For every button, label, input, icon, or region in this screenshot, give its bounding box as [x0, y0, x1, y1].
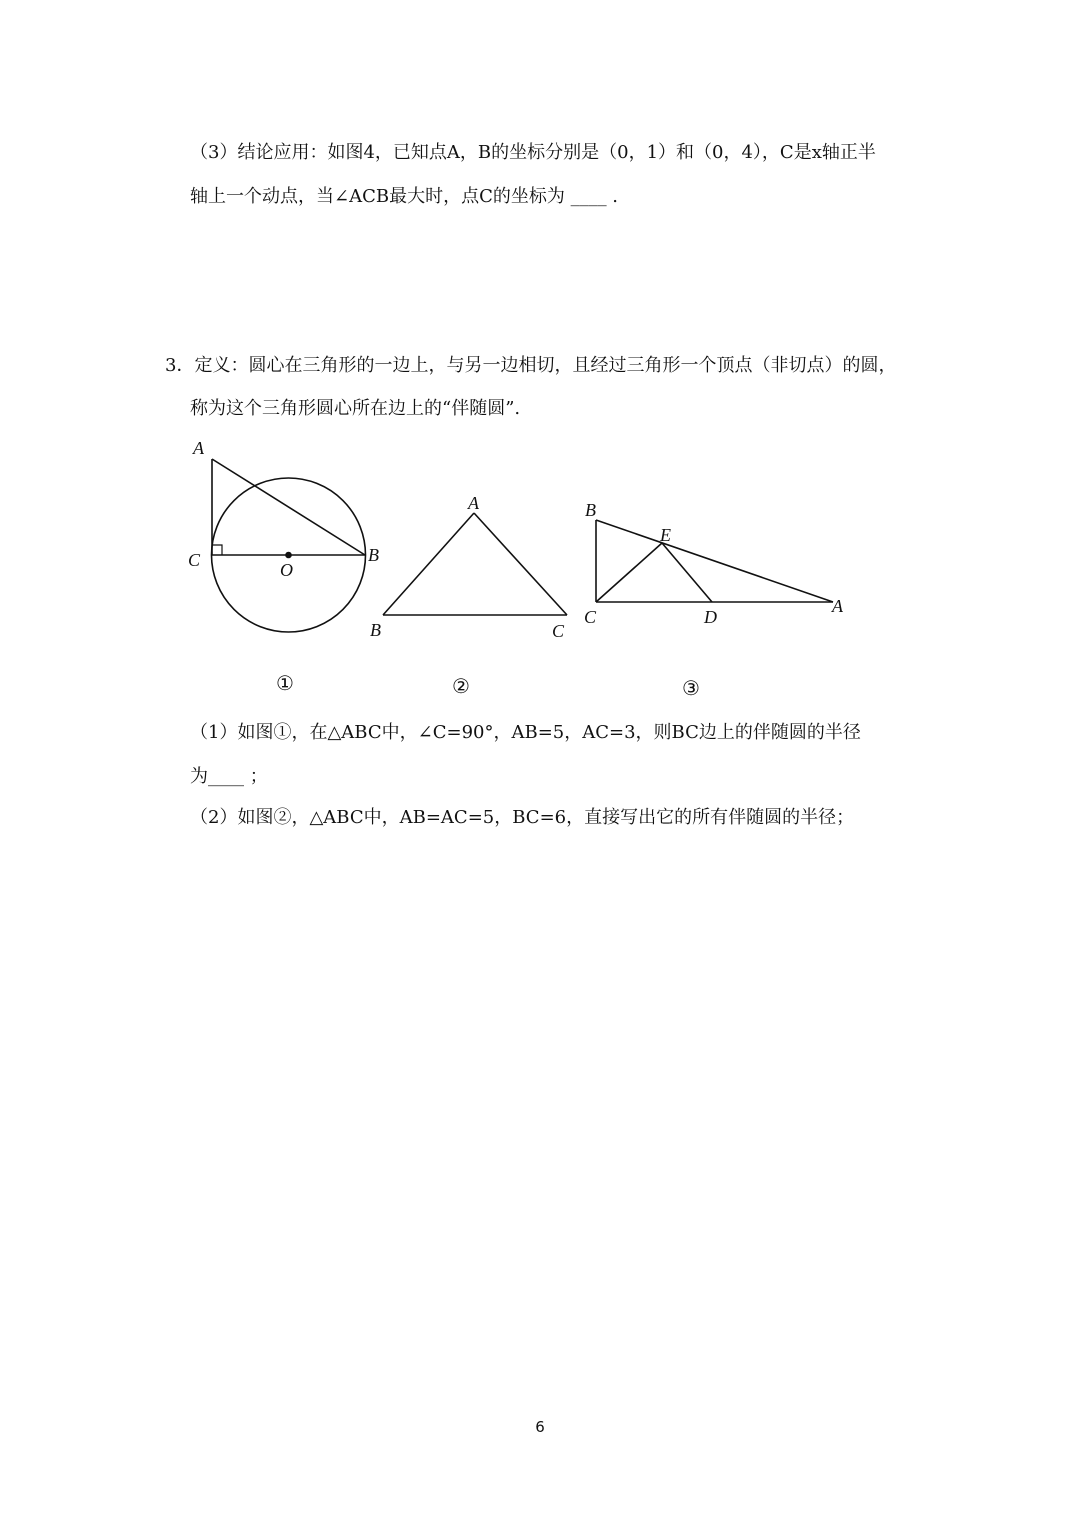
fig2-caption: ② — [452, 674, 470, 698]
part3-text-line1: （3）结论应用：如图4，已知点A，B的坐标分别是（0，1）和（0，4），C是x轴正半 — [190, 142, 876, 163]
question3-definition-line2: 称为这个三角形圆心所在边上的“伴随圆”. — [190, 398, 521, 419]
fig3-segment-CE — [596, 543, 662, 602]
fig3-label-D: D — [704, 607, 717, 627]
fig2-label-B: B — [370, 620, 381, 640]
fig1-right-angle-mark — [212, 545, 222, 555]
question3-part1-line2: 为____ ； — [190, 766, 268, 787]
question3-definition-line1: 3．定义：圆心在三角形的一边上，与另一边相切，且经过三角形一个顶点（非切点）的圆， — [165, 355, 897, 376]
figure-3 — [596, 520, 833, 602]
fig2-segment-AC — [474, 513, 567, 615]
fig3-label-B: B — [585, 500, 596, 520]
fig3-label-E: E — [660, 525, 671, 545]
figure-1 — [212, 459, 366, 632]
fig3-label-C: C — [584, 607, 597, 627]
fig1-label-B: B — [368, 545, 379, 565]
fig1-label-A: A — [193, 438, 204, 458]
figure-2 — [383, 513, 567, 615]
question3-part1-line1: （1）如图①，在△ABC中，∠C=90°，AB=5，AC=3，则BC边上的伴随圆的半径 — [190, 722, 861, 743]
fig1-center-point — [286, 553, 291, 558]
fig3-caption: ③ — [682, 676, 700, 700]
fig3-label-A: A — [832, 596, 843, 616]
geometry-figures — [0, 0, 1080, 720]
fig1-caption: ① — [276, 671, 294, 695]
fig3-segment-BA — [596, 520, 833, 602]
fig1-label-O: O — [280, 560, 293, 580]
fig2-segment-AB — [383, 513, 474, 615]
fig2-label-C: C — [552, 621, 565, 641]
page-number: 6 — [535, 1418, 545, 1436]
fig1-label-C: C — [188, 550, 201, 570]
part3-text-line2: 轴上一个动点，当∠ACB最大时，点C的坐标为 ____ . — [190, 186, 619, 207]
fig2-label-A: A — [468, 493, 479, 513]
fig1-segment-AB — [212, 459, 365, 555]
question3-part2-line1: （2）如图②，△ABC中，AB=AC=5，BC=6，直接写出它的所有伴随圆的半径； — [190, 807, 855, 828]
